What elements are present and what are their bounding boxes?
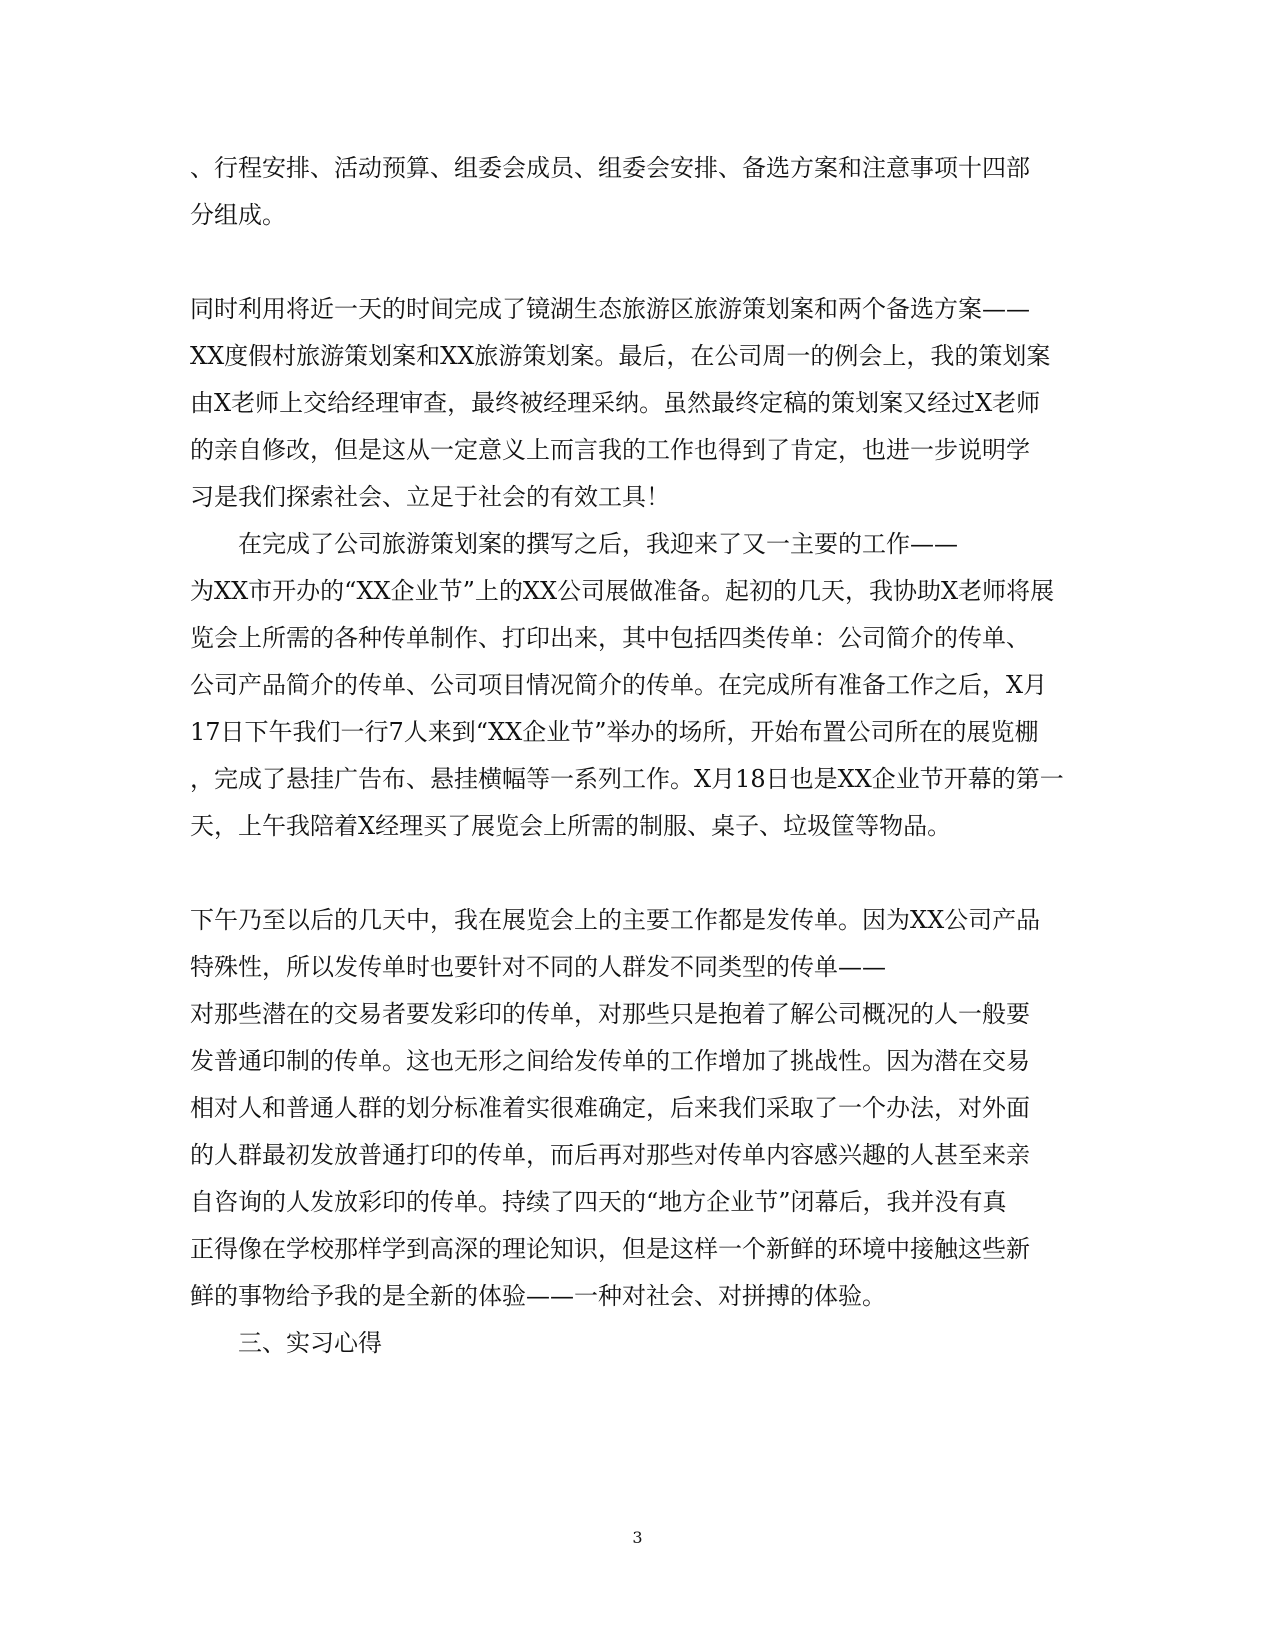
text-line: 由X老师上交给经理审查，最终被经理采纳。虽然最终定稿的策划案又经过X老师 — [190, 389, 1041, 417]
text-line: 下午乃至以后的几天中，我在展览会上的主要工作都是发传单。因为XX公司产品 — [190, 906, 1041, 934]
text-line: 的人群最初发放普通打印的传单，而后再对那些对传单内容感兴趣的人甚至来亲 — [190, 1141, 1030, 1169]
text-line: XX度假村旅游策划案和XX旅游策划案。最后，在公司周一的例会上，我的策划案 — [190, 342, 1051, 370]
text-line: 分组成。 — [190, 201, 286, 229]
text-line: 正得像在学校那样学到高深的理论知识，但是这样一个新鲜的环境中接触这些新 — [190, 1235, 1030, 1263]
text-line: 特殊性，所以发传单时也要针对不同的人群发不同类型的传单—— — [190, 953, 886, 981]
text-line: 在完成了公司旅游策划案的撰写之后，我迎来了又一主要的工作—— — [238, 530, 958, 558]
text-line: 鲜的事物给予我的是全新的体验——一种对社会、对拼搏的体验。 — [190, 1282, 886, 1310]
text-line: 相对人和普通人群的划分标准着实很难确定，后来我们采取了一个办法，对外面 — [190, 1094, 1030, 1122]
text-line: 发普通印制的传单。这也无形之间给发传单的工作增加了挑战性。因为潜在交易 — [190, 1047, 1030, 1075]
text-line: ，完成了悬挂广告布、悬挂横幅等一系列工作。X月18日也是XX企业节开幕的第一 — [190, 765, 1064, 793]
text-line: 公司产品简介的传单、公司项目情况简介的传单。在完成所有准备工作之后，X月 — [190, 671, 1048, 699]
page-number: 3 — [632, 1528, 643, 1547]
text-line: 对那些潜在的交易者要发彩印的传单，对那些只是抱着了解公司概况的人一般要 — [190, 1000, 1030, 1028]
text-line: 的亲自修改，但是这从一定意义上而言我的工作也得到了肯定，也进一步说明学 — [190, 436, 1030, 464]
text-line: 自咨询的人发放彩印的传单。持续了四天的“地方企业节”闭幕后，我并没有真 — [190, 1188, 1007, 1216]
text-line: 、行程安排、活动预算、组委会成员、组委会安排、备选方案和注意事项十四部 — [190, 154, 1030, 182]
text-line: 同时利用将近一天的时间完成了镜湖生态旅游区旅游策划案和两个备选方案—— — [190, 295, 1030, 323]
section-heading: 三、实习心得 — [238, 1329, 382, 1357]
text-line: 为XX市开办的“XX企业节”上的XX公司展做准备。起初的几天，我协助X老师将展 — [190, 577, 1055, 605]
text-line: 览会上所需的各种传单制作、打印出来，其中包括四类传单：公司简介的传单、 — [190, 624, 1030, 652]
text-line: 天，上午我陪着X经理买了展览会上所需的制服、桌子、垃圾筐等物品。 — [190, 812, 952, 840]
text-line: 17日下午我们一行7人来到“XX企业节”举办的场所，开始布置公司所在的展览棚 — [190, 718, 1039, 746]
text-line: 习是我们探索社会、立足于社会的有效工具！ — [190, 483, 670, 511]
